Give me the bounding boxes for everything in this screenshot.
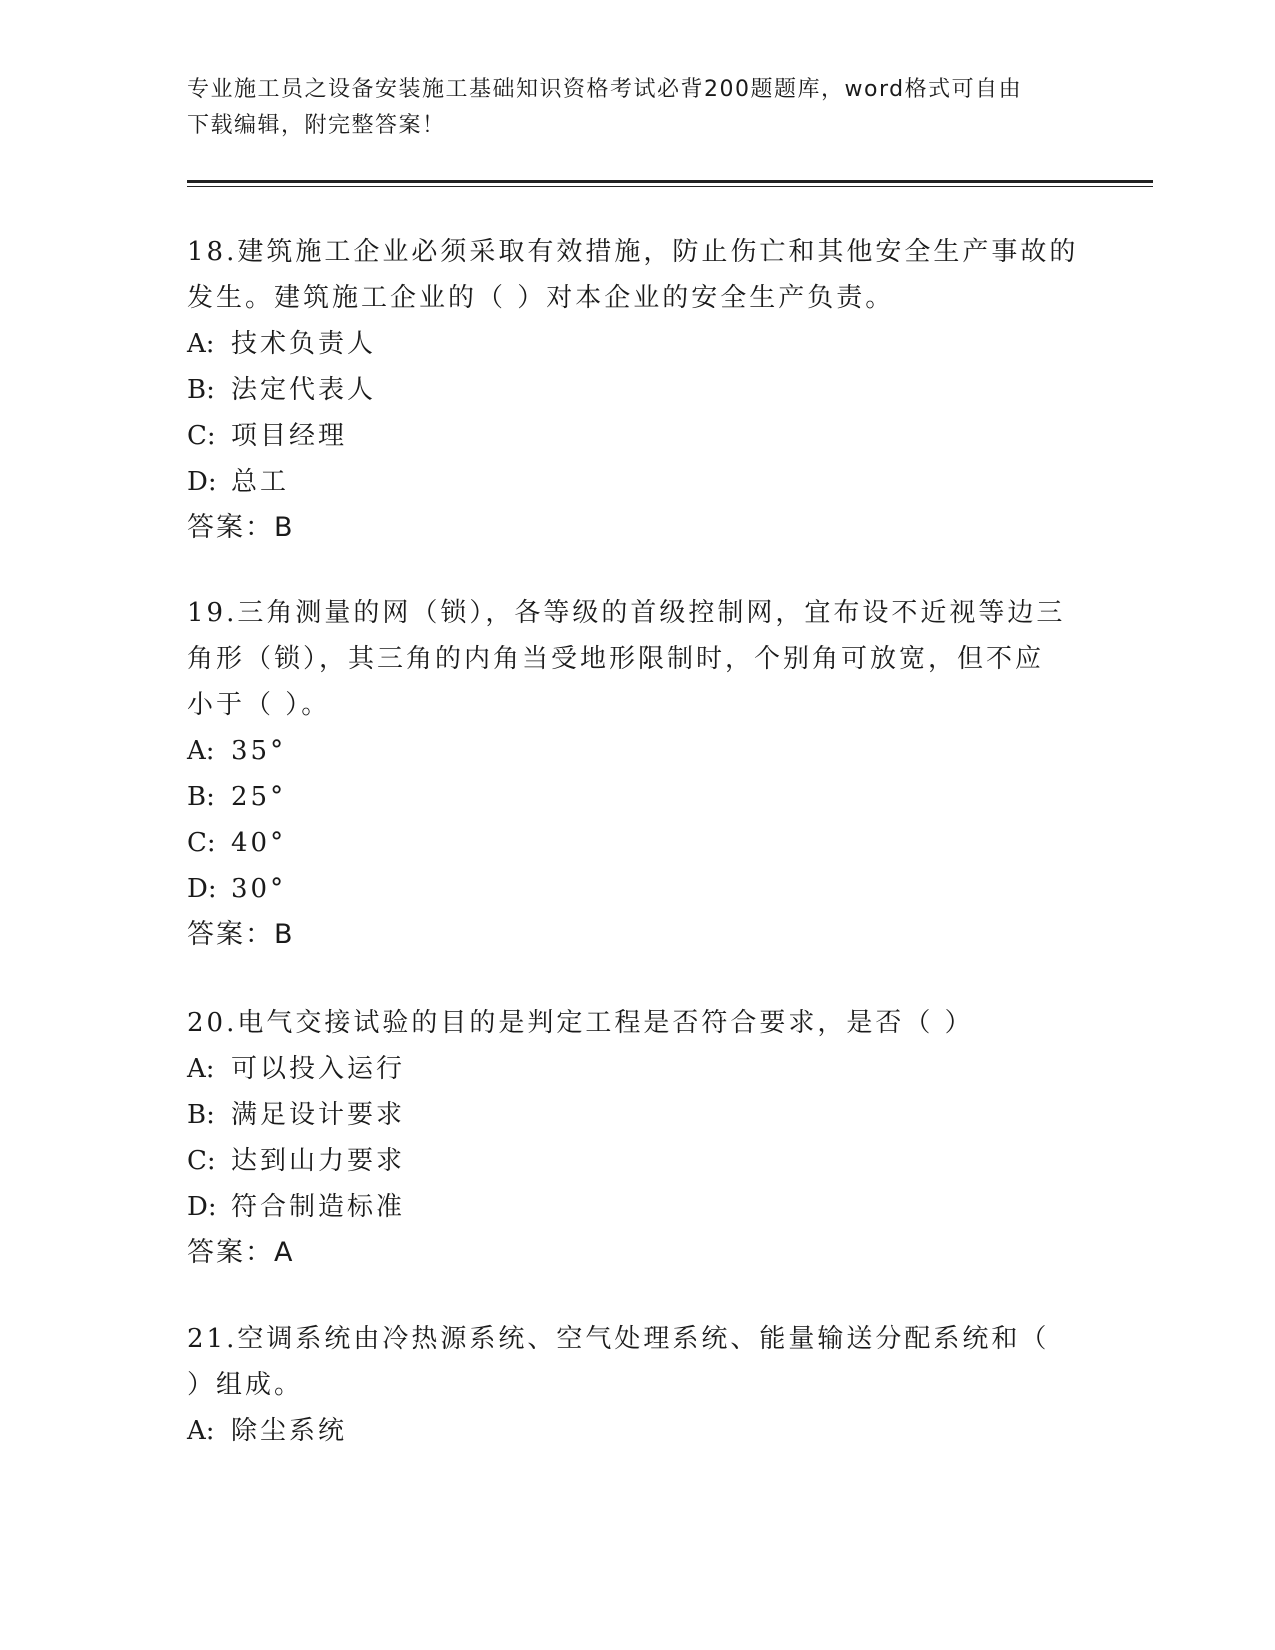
header-divider-thick — [187, 180, 1153, 183]
option-d: D: 30° — [187, 874, 287, 904]
question-stem-line: 18.建筑施工企业必须采取有效措施，防止伤亡和其他安全生产事故的 — [187, 237, 1079, 267]
question-stem-line: ）组成。 — [187, 1370, 304, 1400]
answer: 答案：B — [187, 512, 295, 543]
question-stem-line: 发生。建筑施工企业的（ ）对本企业的安全生产负责。 — [187, 283, 895, 313]
option-b: B: 法定代表人 — [187, 375, 377, 405]
question-18 — [187, 229, 1087, 551]
document-header — [187, 72, 1087, 144]
option-a: A: 技术负责人 — [187, 329, 377, 359]
question-stem-line: 19.三角测量的网（锁），各等级的首级控制网，宜布设不近视等边三 — [187, 598, 1066, 628]
option-b: B: 满足设计要求 — [187, 1100, 406, 1130]
option-c: C: 达到山力要求 — [187, 1146, 406, 1176]
option-c: C: 项目经理 — [187, 421, 348, 451]
question-stem-line: 21.空调系统由冷热源系统、空气处理系统、能量输送分配系统和（ — [187, 1324, 1050, 1354]
question-stem-line: 小于（ ）。 — [187, 690, 331, 720]
question-20 — [187, 1000, 1087, 1276]
question-stem-line: 20.电气交接试验的目的是判定工程是否符合要求，是否（ ） — [187, 1008, 974, 1038]
question-19 — [187, 590, 1087, 958]
question-21 — [187, 1316, 1087, 1454]
option-a: A: 可以投入运行 — [187, 1054, 406, 1084]
header-divider-thin — [187, 186, 1153, 187]
option-d: D: 总工 — [187, 467, 290, 497]
answer: 答案：B — [187, 919, 295, 950]
option-a: A: 35° — [187, 736, 287, 766]
option-c: C: 40° — [187, 828, 287, 858]
option-a: A: 除尘系统 — [187, 1416, 348, 1446]
option-d: D: 符合制造标准 — [187, 1192, 406, 1222]
answer: 答案：A — [187, 1237, 295, 1268]
header-line-2: 下载编辑，附完整答案！ — [187, 113, 446, 138]
option-b: B: 25° — [187, 782, 287, 812]
question-stem-line: 角形（锁），其三角的内角当受地形限制时，个别角可放宽，但不应 — [187, 644, 1045, 674]
header-line-1: 专业施工员之设备安装施工基础知识资格考试必背200题题库，word格式可自由 — [187, 77, 1023, 102]
